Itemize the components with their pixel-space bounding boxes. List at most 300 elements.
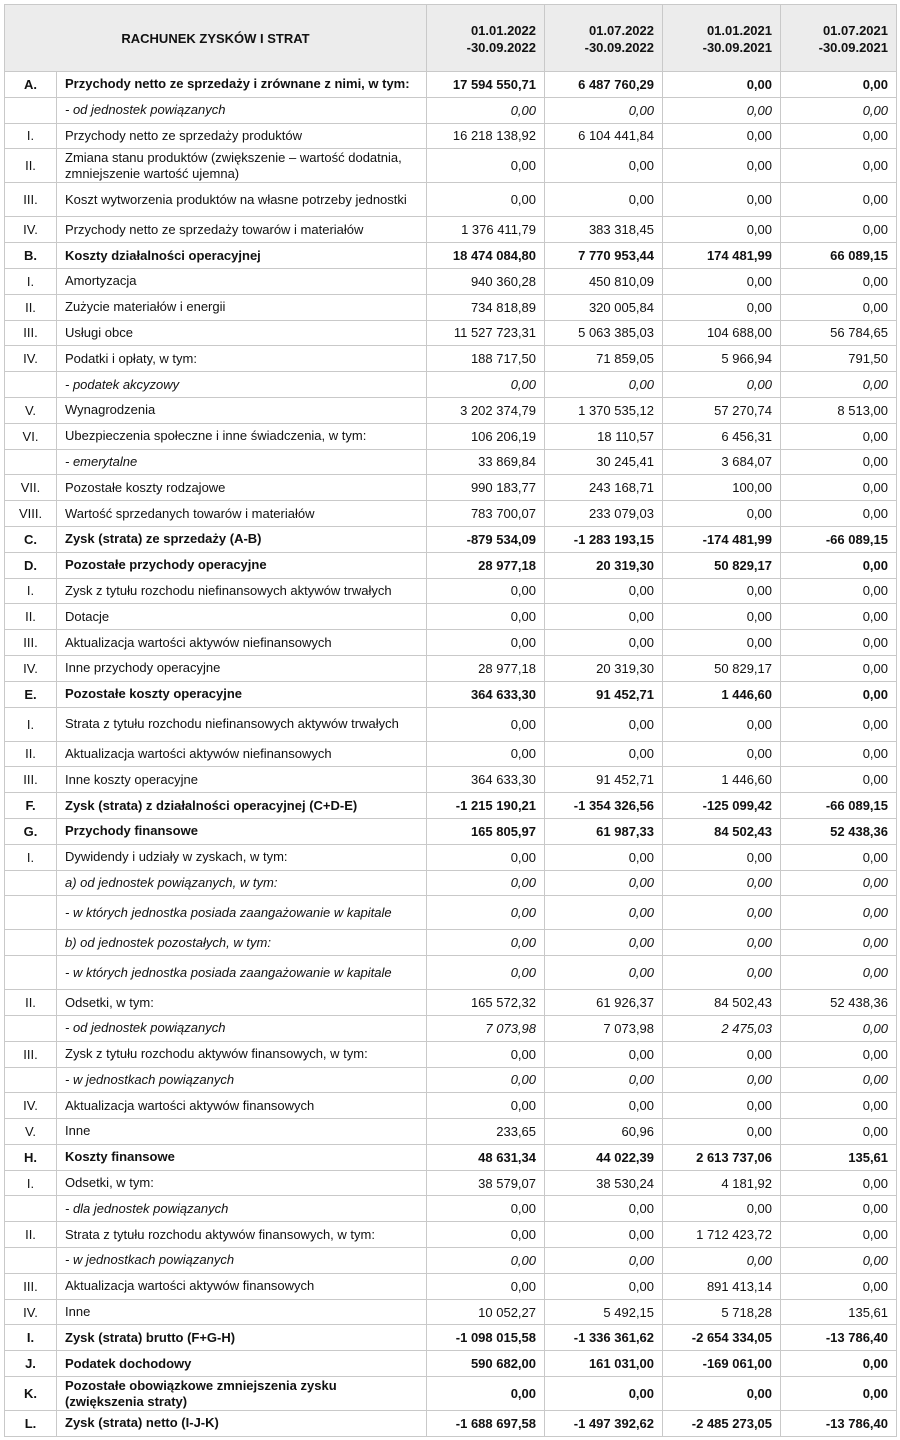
value-cell: 0,00 (427, 1093, 545, 1119)
table-row (5, 1351, 897, 1377)
value-cell: 0,00 (781, 183, 897, 217)
row-label: Zysk (strata) brutto (F+G-H) (57, 1325, 427, 1351)
row-marker (5, 449, 57, 475)
value-cell: -13 786,40 (781, 1411, 897, 1437)
table-title: RACHUNEK ZYSKÓW I STRAT (5, 5, 427, 72)
value-cell: 3 202 374,79 (427, 397, 545, 423)
row-marker: II. (5, 604, 57, 630)
value-cell: 0,00 (781, 1248, 897, 1274)
table-row (5, 655, 897, 681)
row-label: Amortyzacja (57, 268, 427, 294)
value-cell: 0,00 (427, 707, 545, 741)
value-cell: 4 181,92 (663, 1170, 781, 1196)
value-cell: 0,00 (781, 1196, 897, 1222)
value-cell: 5 063 385,03 (545, 320, 663, 346)
value-cell: 91 452,71 (545, 681, 663, 707)
table-row (5, 475, 897, 501)
value-cell: 106 206,19 (427, 423, 545, 449)
value-cell: 383 318,45 (545, 217, 663, 243)
value-cell: 0,00 (663, 97, 781, 123)
table-row (5, 268, 897, 294)
value-cell: 57 270,74 (663, 397, 781, 423)
table-header-row (5, 5, 897, 72)
value-cell: 0,00 (427, 1196, 545, 1222)
row-marker (5, 97, 57, 123)
value-cell: 0,00 (781, 707, 897, 741)
value-cell: 20 319,30 (545, 655, 663, 681)
value-cell: 0,00 (781, 449, 897, 475)
value-cell: 0,00 (545, 870, 663, 896)
table-row (5, 1093, 897, 1119)
table-row (5, 1041, 897, 1067)
row-label: Aktualizacja wartości aktywów finansowych (57, 1273, 427, 1299)
value-cell: 0,00 (781, 1170, 897, 1196)
value-cell: 7 073,98 (427, 1015, 545, 1041)
table-row (5, 372, 897, 398)
row-label: - od jednostek powiązanych (57, 97, 427, 123)
value-cell: 61 926,37 (545, 990, 663, 1016)
period-header: 01.01.2021 -30.09.2021 (663, 5, 781, 72)
row-marker: III. (5, 1273, 57, 1299)
value-cell: 174 481,99 (663, 243, 781, 269)
value-cell: 0,00 (427, 1248, 545, 1274)
value-cell: 0,00 (781, 1015, 897, 1041)
row-marker: V. (5, 1119, 57, 1145)
table-row (5, 501, 897, 527)
table-row (5, 1144, 897, 1170)
value-cell: -169 061,00 (663, 1351, 781, 1377)
value-cell: -174 481,99 (663, 526, 781, 552)
value-cell: 66 089,15 (781, 243, 897, 269)
table-row (5, 97, 897, 123)
value-cell: 0,00 (663, 1248, 781, 1274)
row-label: Koszty działalności operacyjnej (57, 243, 427, 269)
value-cell: 0,00 (545, 604, 663, 630)
value-cell: 0,00 (545, 578, 663, 604)
value-cell: 0,00 (545, 372, 663, 398)
value-cell: 38 579,07 (427, 1170, 545, 1196)
table-row (5, 741, 897, 767)
value-cell: 0,00 (427, 741, 545, 767)
value-cell: 84 502,43 (663, 990, 781, 1016)
row-marker: G. (5, 818, 57, 844)
value-cell: 0,00 (781, 681, 897, 707)
value-cell: -66 089,15 (781, 526, 897, 552)
value-cell: 0,00 (427, 630, 545, 656)
row-label: Usługi obce (57, 320, 427, 346)
value-cell: 0,00 (781, 870, 897, 896)
value-cell: 188 717,50 (427, 346, 545, 372)
value-cell: 0,00 (545, 956, 663, 990)
row-marker (5, 1196, 57, 1222)
value-cell: 84 502,43 (663, 818, 781, 844)
table-row (5, 578, 897, 604)
row-marker: III. (5, 630, 57, 656)
value-cell: 0,00 (427, 1273, 545, 1299)
row-marker (5, 896, 57, 930)
value-cell: 17 594 550,71 (427, 72, 545, 98)
value-cell: 33 869,84 (427, 449, 545, 475)
value-cell: 1 376 411,79 (427, 217, 545, 243)
row-marker: II. (5, 1222, 57, 1248)
value-cell: 0,00 (545, 183, 663, 217)
row-label: - od jednostek powiązanych (57, 1015, 427, 1041)
value-cell: 364 633,30 (427, 767, 545, 793)
value-cell: 6 456,31 (663, 423, 781, 449)
value-cell: 0,00 (545, 1248, 663, 1274)
table-row (5, 956, 897, 990)
table-row (5, 552, 897, 578)
value-cell: 0,00 (663, 1119, 781, 1145)
table-row (5, 844, 897, 870)
value-cell: 0,00 (545, 930, 663, 956)
value-cell: 450 810,09 (545, 268, 663, 294)
value-cell: 0,00 (781, 896, 897, 930)
row-label: a) od jednostek powiązanych, w tym: (57, 870, 427, 896)
table-row (5, 123, 897, 149)
value-cell: 2 475,03 (663, 1015, 781, 1041)
table-row (5, 1222, 897, 1248)
period-header: 01.01.2022 -30.09.2022 (427, 5, 545, 72)
value-cell: 0,00 (427, 604, 545, 630)
row-marker: II. (5, 294, 57, 320)
value-cell: 0,00 (663, 741, 781, 767)
table-row (5, 1119, 897, 1145)
value-cell: 30 245,41 (545, 449, 663, 475)
table-row (5, 1170, 897, 1196)
table-row (5, 1015, 897, 1041)
value-cell: 0,00 (781, 844, 897, 870)
row-marker (5, 1067, 57, 1093)
value-cell: 791,50 (781, 346, 897, 372)
value-cell: 233,65 (427, 1119, 545, 1145)
value-cell: 0,00 (663, 183, 781, 217)
value-cell: -1 688 697,58 (427, 1411, 545, 1437)
row-label: Zysk (strata) z działalności operacyjnej (C+D-E) (57, 793, 427, 819)
value-cell: 61 987,33 (545, 818, 663, 844)
table-row (5, 1325, 897, 1351)
table-row (5, 397, 897, 423)
row-label: Pozostałe przychody operacyjne (57, 552, 427, 578)
row-marker: I. (5, 707, 57, 741)
value-cell: 0,00 (427, 956, 545, 990)
row-label: Pozostałe koszty operacyjne (57, 681, 427, 707)
row-marker (5, 1248, 57, 1274)
table-row (5, 870, 897, 896)
row-marker: D. (5, 552, 57, 578)
row-label: Aktualizacja wartości aktywów niefinansowych (57, 630, 427, 656)
row-label: - w jednostkach powiązanych (57, 1067, 427, 1093)
value-cell: 5 966,94 (663, 346, 781, 372)
value-cell: 364 633,30 (427, 681, 545, 707)
value-cell: 165 572,32 (427, 990, 545, 1016)
value-cell: 0,00 (781, 72, 897, 98)
row-marker (5, 870, 57, 896)
value-cell: 0,00 (663, 1196, 781, 1222)
value-cell: -1 098 015,58 (427, 1325, 545, 1351)
table-row (5, 526, 897, 552)
table-row (5, 1248, 897, 1274)
value-cell: -1 336 361,62 (545, 1325, 663, 1351)
value-cell: 0,00 (545, 97, 663, 123)
value-cell: 0,00 (427, 1067, 545, 1093)
value-cell: 0,00 (781, 630, 897, 656)
row-marker: C. (5, 526, 57, 552)
value-cell: 0,00 (545, 844, 663, 870)
value-cell: 0,00 (781, 930, 897, 956)
value-cell: 0,00 (781, 97, 897, 123)
value-cell: 0,00 (781, 372, 897, 398)
value-cell: 0,00 (545, 896, 663, 930)
value-cell: 0,00 (663, 372, 781, 398)
value-cell: 0,00 (427, 183, 545, 217)
income-statement-table (4, 4, 897, 1437)
row-marker: IV. (5, 217, 57, 243)
value-cell: 7 770 953,44 (545, 243, 663, 269)
value-cell: 52 438,36 (781, 990, 897, 1016)
table-row (5, 990, 897, 1016)
value-cell: 0,00 (427, 372, 545, 398)
table-row (5, 818, 897, 844)
value-cell: 0,00 (663, 844, 781, 870)
value-cell: 5 718,28 (663, 1299, 781, 1325)
value-cell: 0,00 (427, 1041, 545, 1067)
table-row (5, 930, 897, 956)
row-label: Aktualizacja wartości aktywów finansowych (57, 1093, 427, 1119)
value-cell: 44 022,39 (545, 1144, 663, 1170)
value-cell: 590 682,00 (427, 1351, 545, 1377)
row-label: Koszty finansowe (57, 1144, 427, 1170)
value-cell: 0,00 (663, 217, 781, 243)
value-cell: 0,00 (663, 578, 781, 604)
value-cell: 2 613 737,06 (663, 1144, 781, 1170)
value-cell: 0,00 (663, 1041, 781, 1067)
row-label: Inne przychody operacyjne (57, 655, 427, 681)
value-cell: 0,00 (663, 149, 781, 183)
value-cell: 1 370 535,12 (545, 397, 663, 423)
table-row (5, 1299, 897, 1325)
row-marker: H. (5, 1144, 57, 1170)
table-row (5, 1067, 897, 1093)
table-row (5, 1411, 897, 1437)
value-cell: 0,00 (781, 767, 897, 793)
value-cell: 0,00 (663, 930, 781, 956)
value-cell: 0,00 (427, 97, 545, 123)
value-cell: 0,00 (781, 956, 897, 990)
value-cell: 165 805,97 (427, 818, 545, 844)
value-cell: 0,00 (781, 1222, 897, 1248)
value-cell: 0,00 (781, 475, 897, 501)
value-cell: 0,00 (781, 1119, 897, 1145)
value-cell: 0,00 (545, 1222, 663, 1248)
table-row (5, 320, 897, 346)
value-cell: 783 700,07 (427, 501, 545, 527)
row-marker: VI. (5, 423, 57, 449)
value-cell: 20 319,30 (545, 552, 663, 578)
value-cell: 0,00 (663, 896, 781, 930)
value-cell: 0,00 (427, 844, 545, 870)
row-marker: I. (5, 123, 57, 149)
row-label: Przychody netto ze sprzedaży produktów (57, 123, 427, 149)
value-cell: 0,00 (781, 1273, 897, 1299)
value-cell: -879 534,09 (427, 526, 545, 552)
row-marker: IV. (5, 1093, 57, 1119)
value-cell: 28 977,18 (427, 552, 545, 578)
row-marker: III. (5, 1041, 57, 1067)
value-cell: 0,00 (781, 268, 897, 294)
row-marker (5, 930, 57, 956)
value-cell: 56 784,65 (781, 320, 897, 346)
table-body (5, 72, 897, 1437)
table-row (5, 630, 897, 656)
table-row (5, 604, 897, 630)
row-label: - emerytalne (57, 449, 427, 475)
value-cell: 0,00 (663, 1067, 781, 1093)
value-cell: 0,00 (663, 604, 781, 630)
row-label: Strata z tytułu rozchodu aktywów finansowych, w tym: (57, 1222, 427, 1248)
value-cell: -125 099,42 (663, 793, 781, 819)
value-cell: 0,00 (545, 741, 663, 767)
row-marker: II. (5, 741, 57, 767)
row-marker: III. (5, 320, 57, 346)
row-marker: J. (5, 1351, 57, 1377)
value-cell: 135,61 (781, 1299, 897, 1325)
value-cell: 0,00 (781, 501, 897, 527)
row-marker: V. (5, 397, 57, 423)
table-row (5, 1196, 897, 1222)
table-row (5, 896, 897, 930)
table-row (5, 294, 897, 320)
value-cell: 0,00 (781, 1377, 897, 1411)
row-label: Aktualizacja wartości aktywów niefinansowych (57, 741, 427, 767)
row-label: - dla jednostek powiązanych (57, 1196, 427, 1222)
row-marker: I. (5, 268, 57, 294)
value-cell: 18 110,57 (545, 423, 663, 449)
value-cell: 0,00 (663, 630, 781, 656)
value-cell: 0,00 (781, 552, 897, 578)
value-cell: 52 438,36 (781, 818, 897, 844)
value-cell: -1 497 392,62 (545, 1411, 663, 1437)
row-label: b) od jednostek pozostałych, w tym: (57, 930, 427, 956)
row-marker: I. (5, 844, 57, 870)
value-cell: 320 005,84 (545, 294, 663, 320)
value-cell: 0,00 (663, 1377, 781, 1411)
table-row (5, 449, 897, 475)
value-cell: 0,00 (663, 501, 781, 527)
value-cell: 0,00 (781, 217, 897, 243)
row-label: Przychody netto ze sprzedaży i zrównane z nimi, w tym: (57, 72, 427, 98)
row-marker (5, 372, 57, 398)
value-cell: 0,00 (781, 741, 897, 767)
row-marker: K. (5, 1377, 57, 1411)
table-row (5, 346, 897, 372)
value-cell: 0,00 (663, 123, 781, 149)
value-cell: -13 786,40 (781, 1325, 897, 1351)
table-row (5, 149, 897, 183)
value-cell: 0,00 (545, 630, 663, 656)
row-label: - w których jednostka posiada zaangażowanie w kapitale (57, 896, 427, 930)
value-cell: 5 492,15 (545, 1299, 663, 1325)
value-cell: 0,00 (781, 1067, 897, 1093)
row-marker: I. (5, 1325, 57, 1351)
value-cell: 6 487 760,29 (545, 72, 663, 98)
row-label: Dywidendy i udziały w zyskach, w tym: (57, 844, 427, 870)
value-cell: 0,00 (781, 1093, 897, 1119)
value-cell: 91 452,71 (545, 767, 663, 793)
row-label: Podatek dochodowy (57, 1351, 427, 1377)
table-row (5, 1273, 897, 1299)
row-marker: IV. (5, 655, 57, 681)
table-row (5, 183, 897, 217)
table-row (5, 72, 897, 98)
row-label: Ubezpieczenia społeczne i inne świadczenia, w tym: (57, 423, 427, 449)
row-marker: F. (5, 793, 57, 819)
row-label: - w jednostkach powiązanych (57, 1248, 427, 1274)
value-cell: 0,00 (663, 1093, 781, 1119)
value-cell: 50 829,17 (663, 552, 781, 578)
table-row (5, 767, 897, 793)
row-label: Dotacje (57, 604, 427, 630)
value-cell: 0,00 (545, 1377, 663, 1411)
table-row (5, 793, 897, 819)
row-label: Strata z tytułu rozchodu niefinansowych aktywów trwałych (57, 707, 427, 741)
value-cell: 100,00 (663, 475, 781, 501)
value-cell: 0,00 (663, 294, 781, 320)
row-marker: L. (5, 1411, 57, 1437)
value-cell: 104 688,00 (663, 320, 781, 346)
value-cell: 6 104 441,84 (545, 123, 663, 149)
period-header: 01.07.2021 -30.09.2021 (781, 5, 897, 72)
row-marker: IV. (5, 1299, 57, 1325)
period-header: 01.07.2022 -30.09.2022 (545, 5, 663, 72)
value-cell: 0,00 (781, 1041, 897, 1067)
row-marker: A. (5, 72, 57, 98)
row-label: Inne (57, 1119, 427, 1145)
row-label: Pozostałe koszty rodzajowe (57, 475, 427, 501)
value-cell: 1 712 423,72 (663, 1222, 781, 1248)
value-cell: 135,61 (781, 1144, 897, 1170)
row-label: Przychody netto ze sprzedaży towarów i materiałów (57, 217, 427, 243)
value-cell: 7 073,98 (545, 1015, 663, 1041)
value-cell: 0,00 (427, 1222, 545, 1248)
value-cell: -1 215 190,21 (427, 793, 545, 819)
value-cell: -1 354 326,56 (545, 793, 663, 819)
row-marker: VIII. (5, 501, 57, 527)
value-cell: -2 485 273,05 (663, 1411, 781, 1437)
row-label: Zysk z tytułu rozchodu aktywów finansowych, w tym: (57, 1041, 427, 1067)
value-cell: -66 089,15 (781, 793, 897, 819)
value-cell: -2 654 334,05 (663, 1325, 781, 1351)
row-marker: B. (5, 243, 57, 269)
value-cell: 0,00 (427, 149, 545, 183)
row-marker: III. (5, 767, 57, 793)
value-cell: 0,00 (781, 123, 897, 149)
row-label: Podatki i opłaty, w tym: (57, 346, 427, 372)
row-label: Wynagrodzenia (57, 397, 427, 423)
value-cell: 0,00 (545, 1041, 663, 1067)
value-cell: 891 413,14 (663, 1273, 781, 1299)
row-marker: VII. (5, 475, 57, 501)
value-cell: 16 218 138,92 (427, 123, 545, 149)
value-cell: 71 859,05 (545, 346, 663, 372)
value-cell: 0,00 (427, 930, 545, 956)
table-row (5, 1377, 897, 1411)
row-label: Zysk (strata) netto (I-J-K) (57, 1411, 427, 1437)
row-label: Inne koszty operacyjne (57, 767, 427, 793)
value-cell: 0,00 (545, 149, 663, 183)
value-cell: 233 079,03 (545, 501, 663, 527)
row-marker: III. (5, 183, 57, 217)
